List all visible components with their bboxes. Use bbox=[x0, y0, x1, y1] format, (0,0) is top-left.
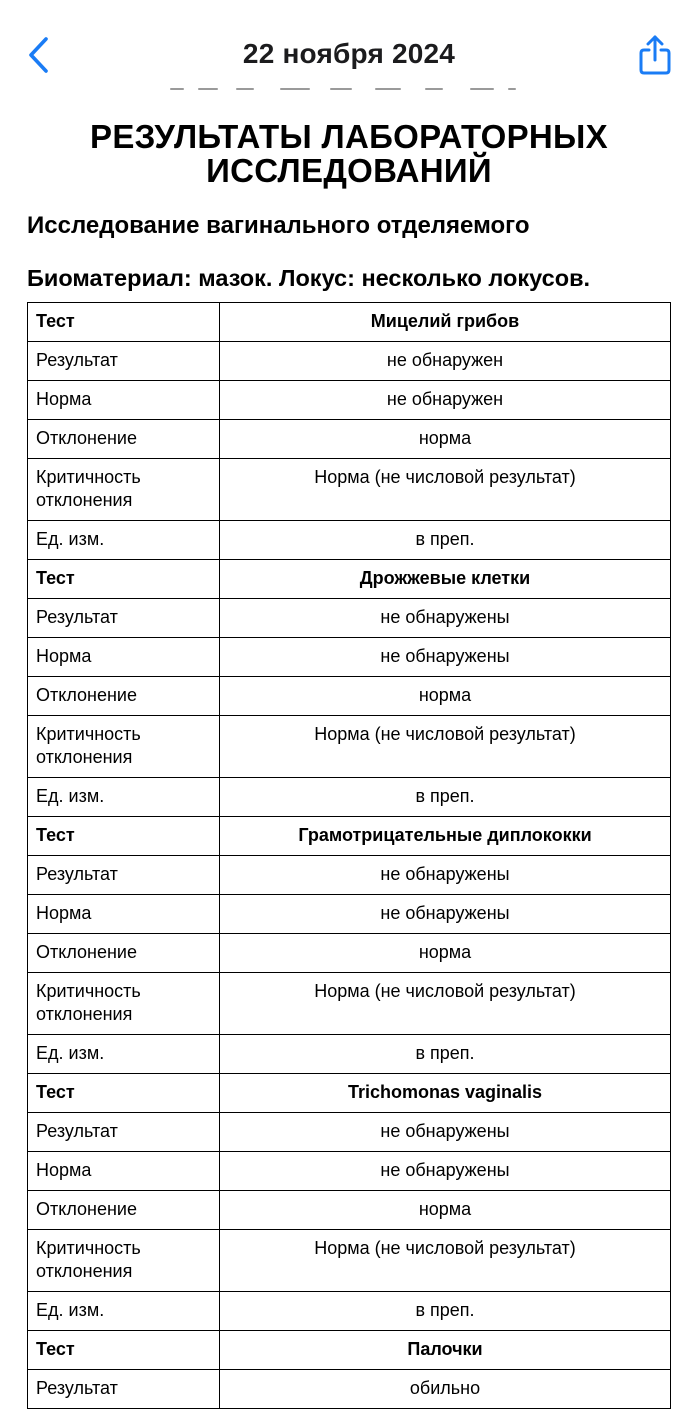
row-value: Trichomonas vaginalis bbox=[220, 1074, 671, 1113]
row-label: Тест bbox=[28, 303, 220, 342]
row-label: Результат bbox=[28, 342, 220, 381]
share-button[interactable] bbox=[630, 30, 680, 80]
row-value: Норма (не числовой результат) bbox=[220, 1230, 671, 1292]
row-label: Отклонение bbox=[28, 677, 220, 716]
row-value: в преп. bbox=[220, 521, 671, 560]
table-row bbox=[28, 778, 671, 817]
document-title: РЕЗУЛЬТАТЫ ЛАБОРАТОРНЫХ ИССЛЕДОВАНИЙ bbox=[90, 118, 608, 189]
row-label: Ед. изм. bbox=[28, 1035, 220, 1074]
table-row bbox=[28, 934, 671, 973]
table-row bbox=[28, 599, 671, 638]
row-value: не обнаружены bbox=[220, 638, 671, 677]
row-label: Критичность отклонения bbox=[28, 973, 220, 1035]
row-value: норма bbox=[220, 420, 671, 459]
table-row bbox=[28, 638, 671, 677]
row-label: Норма bbox=[28, 895, 220, 934]
row-label: Отклонение bbox=[28, 1191, 220, 1230]
row-value: не обнаружен bbox=[220, 381, 671, 420]
row-value: Грамотрицательные диплококки bbox=[220, 817, 671, 856]
row-value: не обнаружены bbox=[220, 1152, 671, 1191]
table-row bbox=[28, 381, 671, 420]
clipped-text-line bbox=[170, 88, 520, 94]
table-row bbox=[28, 1292, 671, 1331]
row-label: Тест bbox=[28, 560, 220, 599]
table-row bbox=[28, 817, 671, 856]
row-label: Отклонение bbox=[28, 420, 220, 459]
row-label: Ед. изм. bbox=[28, 778, 220, 817]
table-row bbox=[28, 342, 671, 381]
table-row bbox=[28, 1191, 671, 1230]
table-row bbox=[28, 1331, 671, 1370]
row-label: Результат bbox=[28, 599, 220, 638]
row-value: не обнаружены bbox=[220, 599, 671, 638]
table-row bbox=[28, 1113, 671, 1152]
row-value: не обнаружен bbox=[220, 342, 671, 381]
row-value: не обнаружены bbox=[220, 895, 671, 934]
row-label: Критичность отклонения bbox=[28, 459, 220, 521]
table-row bbox=[28, 1074, 671, 1113]
section-heading: Исследование вагинального отделяемого bbox=[27, 212, 530, 239]
navigation-bar bbox=[0, 0, 698, 90]
row-label: Ед. изм. bbox=[28, 1292, 220, 1331]
page-title: 22 ноября 2024 bbox=[242, 38, 456, 69]
row-label: Критичность отклонения bbox=[28, 716, 220, 778]
row-value: норма bbox=[220, 934, 671, 973]
row-value: Норма (не числовой результат) bbox=[220, 973, 671, 1035]
row-value: норма bbox=[220, 1191, 671, 1230]
row-label: Результат bbox=[28, 856, 220, 895]
row-value: Палочки bbox=[220, 1331, 671, 1370]
row-label: Норма bbox=[28, 381, 220, 420]
row-label: Норма bbox=[28, 1152, 220, 1191]
row-label: Тест bbox=[28, 1331, 220, 1370]
row-value: Мицелий грибов bbox=[220, 303, 671, 342]
table-row bbox=[28, 677, 671, 716]
row-label: Тест bbox=[28, 817, 220, 856]
row-value: в преп. bbox=[220, 778, 671, 817]
share-icon bbox=[638, 35, 672, 75]
table-row bbox=[28, 560, 671, 599]
document-body bbox=[0, 96, 698, 292]
table-row bbox=[28, 521, 671, 560]
table-row bbox=[28, 420, 671, 459]
table-row bbox=[28, 973, 671, 1035]
row-label: Результат bbox=[28, 1113, 220, 1152]
biomaterial-heading: Биоматериал: мазок. Локус: несколько локусов. bbox=[27, 265, 591, 291]
row-value: норма bbox=[220, 677, 671, 716]
table-row bbox=[28, 459, 671, 521]
row-value: Дрожжевые клетки bbox=[220, 560, 671, 599]
row-label: Норма bbox=[28, 638, 220, 677]
row-value: не обнаружены bbox=[220, 856, 671, 895]
table-row bbox=[28, 1152, 671, 1191]
table-row bbox=[28, 716, 671, 778]
row-value: Норма (не числовой результат) bbox=[220, 459, 671, 521]
table-row bbox=[28, 303, 671, 342]
table-row bbox=[28, 856, 671, 895]
row-label: Критичность отклонения bbox=[28, 1230, 220, 1292]
results-table bbox=[27, 302, 671, 1409]
row-label: Тест bbox=[28, 1074, 220, 1113]
row-value: Норма (не числовой результат) bbox=[220, 716, 671, 778]
table-row bbox=[28, 1035, 671, 1074]
row-value: в преп. bbox=[220, 1035, 671, 1074]
table-row bbox=[28, 1230, 671, 1292]
row-value: не обнаружены bbox=[220, 1113, 671, 1152]
row-label: Ед. изм. bbox=[28, 521, 220, 560]
row-label: Результат bbox=[28, 1370, 220, 1409]
row-label: Отклонение bbox=[28, 934, 220, 973]
row-value: в преп. bbox=[220, 1292, 671, 1331]
row-value: обильно bbox=[220, 1370, 671, 1409]
table-row bbox=[28, 1370, 671, 1409]
table-row bbox=[28, 895, 671, 934]
